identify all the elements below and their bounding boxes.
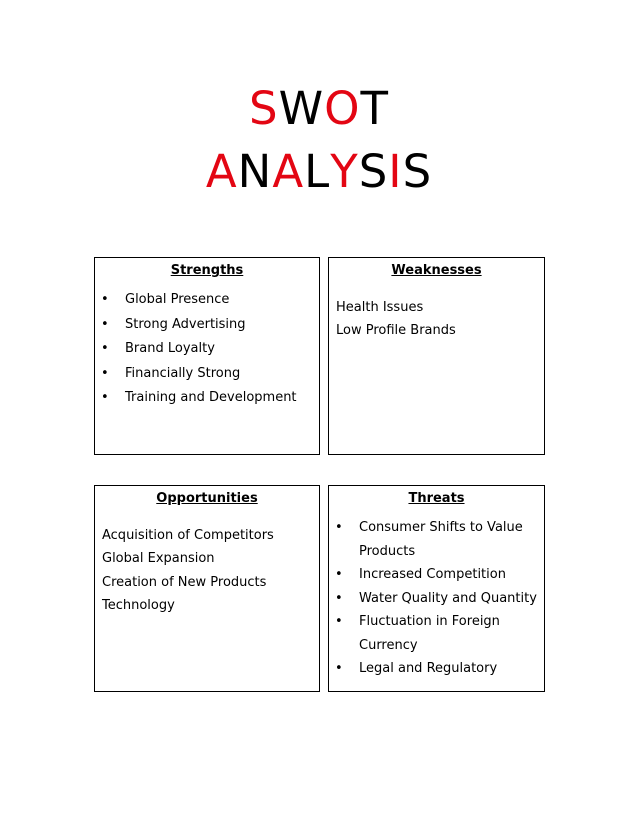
list-item: • Legal and Regulatory [329, 657, 540, 681]
title-letter: L [304, 145, 331, 198]
list-item: Creation of New Products [102, 574, 267, 590]
threats-list [329, 516, 540, 681]
opportunities-box [94, 485, 320, 692]
list-item: • Financially Strong [95, 362, 315, 387]
title-letter: A [205, 145, 238, 198]
title-letter: S [249, 82, 279, 135]
strengths-heading: Strengths [170, 263, 244, 278]
title-letter: I [388, 145, 403, 198]
list-item: Acquisition of Competitors [102, 528, 274, 543]
list-item: Global Expansion [102, 551, 215, 567]
weaknesses-heading: Weaknesses [391, 263, 482, 278]
title-letter: T [360, 82, 389, 135]
title-swot [0, 82, 638, 135]
strengths-list [95, 288, 315, 411]
title-analysis [0, 145, 638, 198]
title-letter: W [278, 82, 325, 135]
title-letter: S [402, 145, 433, 198]
strengths-box [94, 257, 320, 455]
title-letter: A [272, 145, 305, 198]
list-item: Technology [102, 597, 175, 613]
threats-box [328, 485, 545, 692]
list-item: • Global Presence [95, 288, 315, 313]
list-item: Low Profile Brands [336, 323, 456, 339]
opportunities-heading: Opportunities [156, 491, 258, 506]
threats-heading: Threats [408, 491, 465, 506]
title-letter: Y [330, 145, 359, 198]
weaknesses-list [336, 296, 540, 343]
list-item: • Increased Competition [329, 563, 540, 587]
list-item: • Water Quality and Quantity [329, 587, 540, 611]
list-item: • Training and Development [95, 386, 315, 411]
list-item: • Strong Advertising [95, 313, 315, 338]
list-item: Health Issues [336, 300, 424, 315]
title-letter: N [237, 145, 273, 198]
weaknesses-box [328, 257, 545, 455]
title-letter: S [358, 145, 389, 198]
list-item: • Consumer Shifts to Value Products [329, 516, 540, 563]
opportunities-list [102, 524, 315, 617]
title-letter: O [324, 82, 361, 135]
list-item: • Fluctuation in Foreign Currency [329, 610, 540, 657]
list-item: • Brand Loyalty [95, 337, 315, 362]
